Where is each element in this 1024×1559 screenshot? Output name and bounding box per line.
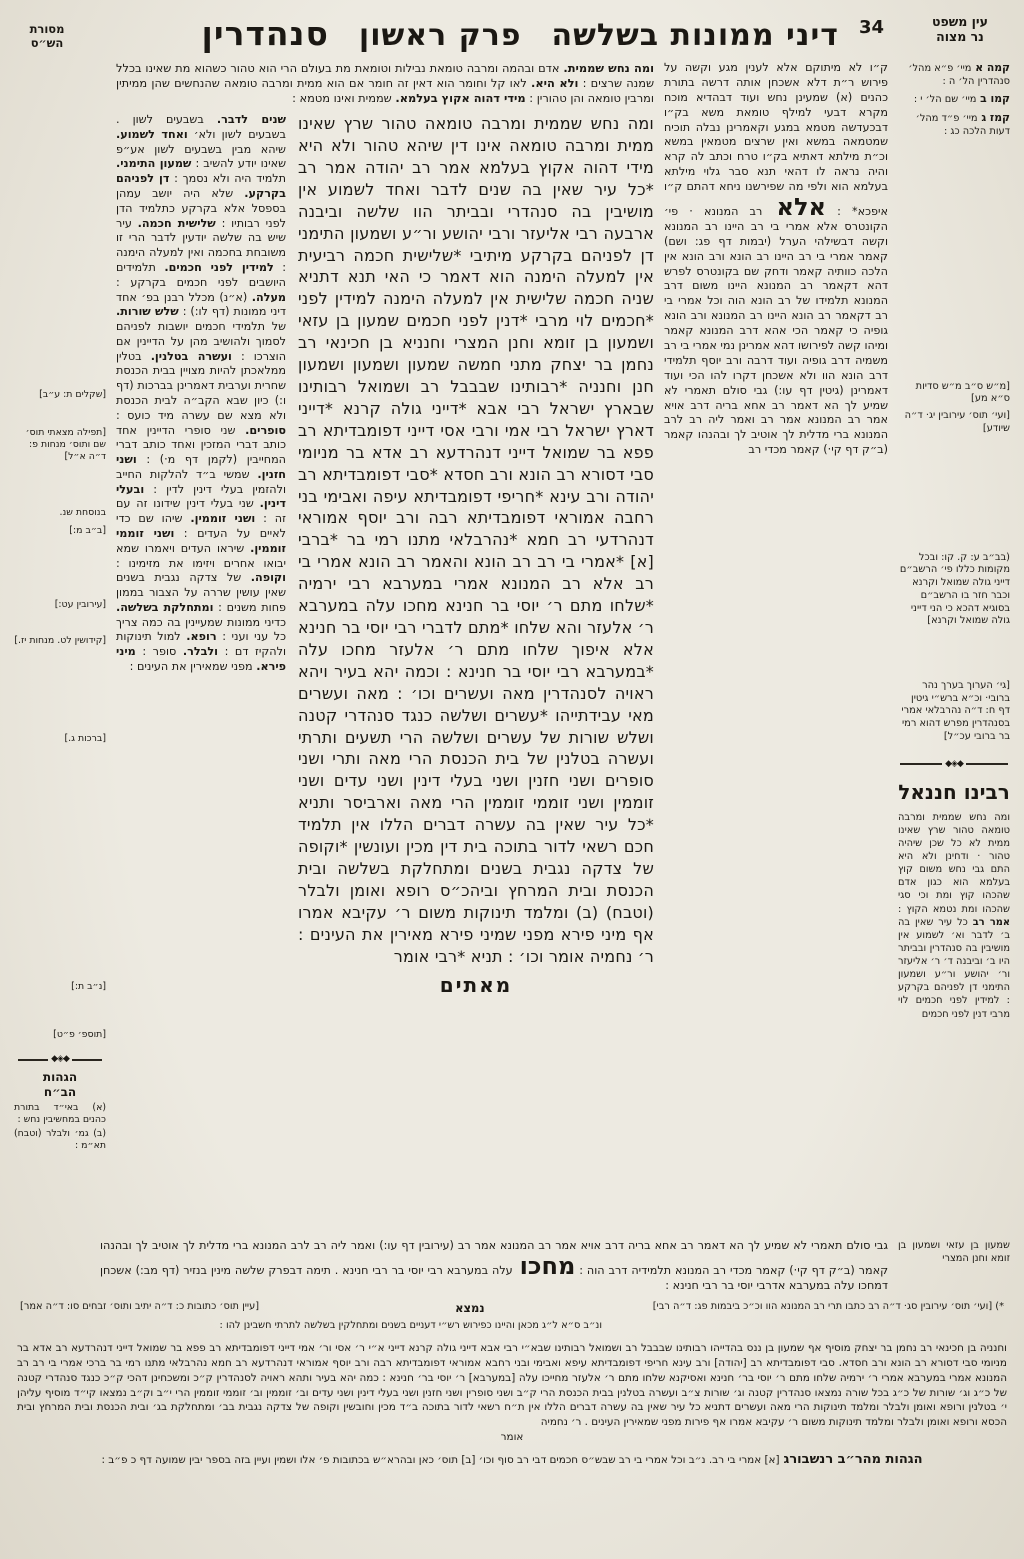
ein-mishpat-header (910, 14, 1010, 44)
masoret-entry: [תוספ׳ פ״ט] (53, 1029, 106, 1041)
center-section (116, 61, 654, 1231)
dibbur-hamatchil: ומה נחש שממית. (563, 61, 654, 75)
margin-note: [גי׳ הערוך בערך נהר ברובי· וכ״א ברש״י גיטין דף ח: ד״ה נהרבלאי אמרי בסנהדרין מפרש דהוא רמי בר ברובי עכ״ל] (901, 680, 1010, 742)
ein-mishpat-entry: קמה א מיי׳ פ״א מהל׳ סנהדרין הל׳ ה : (908, 61, 1010, 87)
dibbur-hamatchil: ולבלר. (182, 645, 219, 659)
rashi-top-block: ומה נחש שממית. אדם ובהמה ומרבה טומאת נבילות וטומאת מת בעולם הרי הוא טהור כשהוא מת שאינו בכלל שמנה שרצים : ולא היא. לאו קל וחומר הוא דאין זה חומר אם הוא ממית ומרבה טומאה שהנחשים שהן ממיתין ומרבין טומאה והן טהורין : מידי דהוה אקוץ בעלמא. שממית ואינו מטמא : (116, 61, 655, 106)
bach-note: (ב) גמ׳ ולבלר (וטבח) תא״מ : (14, 1128, 106, 1152)
gemara-last-word: מאתים (439, 973, 513, 998)
dibbur-hamatchil: שמעון התימני. (116, 157, 192, 171)
catchword: נמצא (455, 1300, 485, 1315)
dibbur-hamatchil: שלש שורות. (116, 305, 179, 319)
dibbur-hamatchil: שלישית חכמה. (137, 216, 216, 230)
ornament-divider (900, 760, 1008, 769)
dibbur-hamatchil: ושני זוממין. (190, 512, 256, 526)
dibbur-hamatchil: סופרים. (245, 423, 286, 437)
masthead (12, 8, 1012, 61)
ein-mishpat-column (898, 61, 1010, 1231)
gemara-column (298, 113, 654, 1000)
chapter-title: דיני ממונות בשלשה (551, 18, 839, 53)
ein-mishpat-header-line1: עין משפט (932, 14, 988, 29)
page-title (202, 14, 839, 53)
rabbeinu-chananel-text: ומה נחש שממית ומרבה טומאה טהור שרץ שאינו ממית לא כל שכן שיהיה טהור · ודחינן ולא היא התם גבי נחש משום קוץ בעלמא הוא כגון אדם שהכהו קוץ ומת וכי סגי שהכהו ומת נטמא הקוץ : אמר רב כל עיר שאין בה ב׳ לדבר וא׳ לשמוע אין מושיבין בה סנהדרין ובביתר היו ב׳ וביבנה ד׳ ר׳ אליעזר ור׳ יהושע ור״ע ושמעון התימני דן לפניהם בקרקע : למידין לפני חכמים לוי מרבי דנין לפני חכמים (898, 811, 1010, 1020)
footnote-row (12, 1301, 1012, 1316)
tosafot-column: ק״ו לא מיתוקם אלא לענין מגע וקשה על פירוש ר״ת דלא אשכחן אותה דרשה בתורת כהנים (א) שמעינן נחש ועוד דבהדיא מוכח מקרא דבעי למילף טומאת משא בק״ו דבכעדשה מטמא במגע וקאמרינן נבלה תוכיח שמטמאה במשא ואין שרצים מטמאין במשא וכ״ת מילתא דאתיא בק״ו טרח וכתב לה קרא והיה נראה לו דהאי תנא סבר גלוי מילתא בעלמא הוא ולפי מה שפירשנו ניחא דהתם ק״ו איפכא* : אלא רב המנונא · פי׳ הקונטרס אלא אמרי בי רב היינו רב המנונא וקשה דבשילהי הערל (יבמות דף פג: ושם) קאמר אמרי בי רב היינו רב הונא ורב הונא אין הלכה כוותיה קאמר ודחק שם בקונטרס לפרש דהא דקאמר רב המנונא היינו משום דרב המנונא תלמידו של רב הונא הוה וכל אמרי בי רב דקאמר רב הונא היינו רב המנונא ורב הונא גופיה כי קאמר הכי אהא דרב המנונא קאמר ומיהו קשה לפירושו דהא אמרינן נמי אמרי בי רב משמיה דרב גופיה ועוד דרבה ורב יוסף תלמידי דרב הונא הוו ולא אשכחן דקרו להו הכי ועוד דאמרינן (גיטין דף עו:) גבי סולם תאמרי לא שמיע לך הא דאמר רב אחא בריה דרב אויא אמר רב המנונא אמר רב ואמר ליה רב לרב המנונא ברי מדלית לך אוטיב לך ובהנהו קאמר (ב״ק דף קי·) קאמר מכדי רב (664, 61, 888, 457)
dibbur-hamatchil: ואחד לשמוע. (116, 127, 188, 141)
dibbur-hamatchil: ומתחלקת בשלשה. (116, 600, 214, 614)
ransburg-label: הגהות מהר״ב רנשבורג (783, 1451, 923, 1467)
masoret-entry: [ב״ב מ:] (69, 525, 106, 537)
dibbur-hamatchil: מחכו (519, 1251, 576, 1280)
rashi-column: שנים לדבר. בשבעים לשון . בשבעים לשון ולא׳ ואחד לשמוע. שיהא מבין בשבעים לשון אע״פ שאינו יודע להשיב : שמעון התימני. תלמיד היה ולא נסמך : דן לפניהם בקרקע. שלא היה יושב עמהן בספסל אלא בקרקע כתלמיד הדן לפני רבותיו : שלישית חכמה. עיר שיש בה שלשה יודעין לדבר הרי זו משובחת בחכמה ואין למעלה הימנה : למידין לפני חכמים. תלמידים היושבים לפני חכמים בקרקע : מעלה. (א״נ) מכלל רבנן בפ׳ אחד דיני ממונות (דף לו:) : שלש שורות. של תלמידי חכמים יושבות לפניהם לסמוך ולהושיב מהן על הדיינין אם הוצרכו : ועשרה בטלנין. בטלין ממלאכתן להיות מצויין בבית הכנסת שחרית וערבית דאמרינן בברכות (דף ו:) כיון שבא הקב״ה לבית הכנסת ולא מצא שם עשרה מיד כועס : סופרים. שני סופרי הדיינין אחד כותב דברי המזכין ואחד כותב דברי המחייבין (לקמן דף מ·) : ושני חזנין. שמשי ב״ד להלקות החייב ולהזמין בעלי דינין לדין : ובעלי דינין. שני בעלי דינין שידונו זה עם זה : ושני זוממין. שיהו שם כדי לאיים על העדים : ושני זוממי זוממין. שיראו העדים ויאמרו שמא יבואו אחרים ויזימו את מזימינו : וקופה. של צדקה נגבית בשנים שאין עושין שררה על הצבור בממון פחות משנים : ומתחלקת בשלשה. כדיני ממונות שמעיינין בה כמה צריך כל עני ועני : רופא. למול תינוקות ולהקיז דם : ולבלר. סופר : מיני פירא. מפני שמאירין את העינים : (116, 113, 287, 674)
left-margin-spacer (14, 1239, 90, 1294)
bach-note: (א) באי״ד בתורת כהנים במחשיבין נחש : (14, 1102, 106, 1126)
dibbur-hamatchil: רופא. (186, 630, 217, 644)
ein-mishpat-entry: קמו ב מיי׳ שם הל׳ י : (913, 92, 1010, 106)
page-number: 34 (858, 17, 884, 38)
dibbur-hamatchil: למידין לפני חכמים. (164, 260, 274, 274)
ransburg-text: [א] אמרי בי רב. נ״ב וכל אמרי בי רב שבש״ס חכמים דבי רב סוף וכו׳ [ב] תוס׳ כאן ובהרא״ש בכתובות פ׳ אלו ושמין ועיין בזה בספר יבין שמועה דף כ פ״ב : (101, 1453, 780, 1466)
masoret-column (14, 61, 106, 1231)
masoret-entry: [עירובין עט:] (54, 599, 106, 611)
masoret-entries (14, 389, 106, 1041)
margin-note: (בב״ב ע: ק. קו: ובכל מקומות כללו פי׳ הרשב״ם דייני גולה שמואל וקרנא וכבר חזר בו הרשב״ם בסוגיא דהכא כי הני דייני גולה שמואל וקרנא] (899, 551, 1010, 627)
tosafot-bottom-block: גבי סולם תאמרי לא שמיע לך הא דאמר רב אחא בריה דרב אויא אמר רב המנונא אמר רב (עירובין דף עו:) ואמר ליה רב לרב המנונא ברי מדלית לך אוטיב לך ובהנהו קאמר (ב״ק דף קי·) קאמר מכדי רב המנונא תלמידיה דרב הוה : מחכו עלה במערבא רבי יוסי בר רבי חנינא . תימה דבפרק שלשה מינין בנזיר (דף מב:) אשכחן דמחכו עלה במערבא אדרבי יוסי בר רבי חנינא : (100, 1239, 889, 1292)
ein-mishpat-header-line2: נר מצוה (936, 29, 984, 44)
dibbur-hamatchil: מידי דהוה אקוץ בעלמא. (395, 91, 526, 106)
ornament-divider-small (18, 1055, 102, 1064)
masoret-entry: [נ״ב ת:] (71, 981, 106, 993)
tractate-title: סנהדרין (201, 14, 329, 53)
margin-note: [מ״ש ס״ב מ״ש סדיות ס״א מע] (915, 380, 1010, 405)
masoret-entry: [קידושין לט. מנחות יז.] (14, 635, 106, 647)
dibbur-hamatchil: אלא (776, 193, 826, 222)
masoret-header-line1: מסורת (29, 22, 65, 36)
ransburg-block (12, 1451, 1012, 1469)
dibbur-hamatchil: מיני פירא. (116, 645, 286, 674)
bach-label-line1: הגהות (42, 1070, 78, 1085)
ein-mishpat-entry: קמז ג מיי׳ פ״ד מהל׳ דעות הלכה כג : (915, 111, 1010, 137)
footnote-left: [עיין תוס׳ כתובות כ: ד״ה יתיב ותוס׳ זבחים סו: ד״ה אמר] (20, 1300, 260, 1312)
perek-title: פרק ראשון (358, 18, 522, 53)
rabbeinu-chananel-heading: רבינו חננאל (898, 779, 1010, 804)
dibbur-hamatchil: ועשרה בטלנין. (150, 349, 232, 363)
dibbur-hamatchil: ובעלי דינין. (116, 482, 286, 511)
ein-mishpat-notes (898, 381, 1010, 744)
dibbur-hamatchil: ולא היא. (531, 76, 579, 91)
bach-notes (14, 1102, 106, 1152)
diamond-ornament-icon: ◆◈◆ (945, 758, 963, 769)
bach-label (14, 1070, 106, 1099)
dibbur-hamatchil: ושני זוממי זוממין. (116, 527, 286, 555)
rabbeinu-chananel-tail: שמעון בן עזאי ושמעון בן זומא וחנן המצרי (898, 1240, 1010, 1265)
dibbur-hamatchil: דן לפניהם בקרקע. (116, 172, 286, 201)
diamond-ornament-icon: ◆◈◆ (51, 1054, 69, 1065)
rabbeinu-chananel-bottom: וחנניה בן חכינאי רב נחמן בר יצחק מוסיף אף שמעון בן ננס בהדייהו רבותינו שבבבל רב ושמואל רבותינו שבא״י רבי אבא דייני גולה קרנא דייני א״י ר׳ אסי ור׳ אמי דייני דפומבדיתא רב פפא בר שמואל דייני דנהרדעא רב אדא בר מניומי סבי דסורא רב הונא ורב חסדא. סבי דפומבדיתא רב [יהודה] ורב עינא חריפי דפומבדיתא עיפא ואבימי ובני רחבא אמוראי דפומבדיתא רבה ורב יוסף אמוראי דנהרדעא רב חמא נהרבלאי מתנו רמי בר ברכי אמרי בי רב רב המנונא אמרי במערבא אמרי ר׳ ירמיה שלחו מתם ר׳ יוסי בר׳ חנינא ואסיקנא שלחו מתם ר׳ אלעזר מחייכו עלה [במערבא] ר׳ יוסי בר׳ חנינא : כמה יהא בעיר ותהא ראויה לסנהדרין ק״כ ומשכחינן דהכי ק״כ כנגד סנהדרי קטנה של כ״ג וג׳ שורות של כ״ג בכל שורה נמצאו סנהדרין קטנה וג׳ שורות צ״ב ועשרה בטלנין בבית הכנסת הרי ק״ב ושני סופרין ושני חזנין ושני בעלי דינין ושני עדים וב׳ זוממין וב׳ זוממי זוממין הרי י״ב וק״ב נמצאו קי״ד מוסיף עליהן י׳ בטלנין ורופא ואומן ולבלר ומלמד תינוקות הרי מאה ועשרים דתניא כל עיר שאין בה עשרה דברים הללו אין ת״ח רשאי לדור בתוכה ב״ד מכין וחובשין וקופה של צדקה נגבית בב׳ ומתחלקת בג׳ ובית הכנסת ובית המרחץ ובית הכסא ורופא ואומן ולבלר ומלמד תינוקות משום ר׳ עקיבא אמרו אף פירות מפני שמאירין העינים . ר׳ נחמיה (17, 1342, 1007, 1429)
ein-mishpat-entries (898, 61, 1010, 139)
bach-label-line2: הב״ח (43, 1084, 77, 1099)
rabbeinu-chananel-bottom-last-word: אומר (500, 1430, 524, 1443)
masoret-entry: [תפילה מצאתי תוס׳ שם ותוס׳ מנחות פ: ד״ה א״ל] (25, 427, 106, 463)
dibbur-hamatchil: ושני חזנין. (116, 453, 286, 481)
bottom-commentary-row (12, 1239, 1012, 1294)
main-columns (12, 61, 1012, 1231)
dibbur-hamatchil: וקופה. (250, 571, 286, 585)
dibbur-hamatchil: אמר רב (972, 916, 1010, 928)
masoret-entry: [שקלים ת: ע״ב] (39, 389, 106, 400)
masoret-entry: בנוסחת שנ. (59, 507, 106, 519)
dibbur-hamatchil: מעלה. (251, 290, 286, 304)
gemara-rashi-row (116, 113, 654, 1000)
dibbur-hamatchil: שנים לדבר. (216, 113, 287, 127)
masoret-header (14, 22, 80, 51)
gemara-text: ומה נחש שממית ומרבה טומאה טהור שרץ שאינו ממית ומרבה טומאה אינו דין שיהא טהור ולא היא מידי דהוה אקוץ בעלמא אמר רב יהודה אמר רב *כל עיר שאין בה שנים לדבר ואחד לשמוע אין מושיבין בה סנהדרי ובביתר הוו שלשה וביבנה ארבעה רבי אליעזר ורבי יהושע ור״ע ושמעון התימני דן לפניהם בקרקע מיתיבי *שלישית חכמה רביעית אין למעלה הימנה הוא דאמר כי האי תנא דתניא שניה חכמה שלישית אין למעלה הימנה למידין לפני *חכמים לוי מרבי *דנין לפני חכמים שמעון בן עזאי ושמעון בן זומא וחנן המצרי וחנניא בן חכינאי רב נחמן בר יצחק מתני חמשה שמעון ושמעון ושמעון חנן וחנניה *רבותינו שבבבל רב ושמואל רבותינו שבארץ ישראל רבי אבא *דייני גולה קרנא *דייני דארץ ישראל רבי אמי ורבי אסי דייני דפומבדיתא רב פפא בר שמואל דייני דנהרדעא רב אדא בר מניומי סבי דסורא רב הונא ורב חסדא *סבי דפומבדיתא רב יהודה ורב עינא *חריפי דפומבדיתא עיפה ואבימי בני רחבה אמוראי דפומבדיתא רבה ורב יוסף אמוראי דנהרדעי רב חמא *נהרבלאי מתנו רמי בר *ברבי [א] *אמרי בי רב רב הונא והאמר רב הונא אמרי בי רב אלא רב המנונא אמרי במערבא רבי ירמיה *שלחו מתם ר׳ יוסי בר חנינא מחכו עלה במערבא ר׳ אלעזר והא שלחו *מתם לדברי רבי יוסי בר חנינא אלא איפוך שלחו מתם ר׳ אלעזר מחכו עלה *במערבא רבי יוסי בר חנינא : וכמה יהא בעיר ויהא ראויה לסנהדרין מאה ועשרים וכו׳ : מאה ועשרים מאי עבידתייהו *עשרים ושלשה כנגד סנהדרי קטנה ושלש שורות של עשרים ושלשה הרי תשעים ותרתי ועשרה בטלנין של בית הכנסת הרי מאה ותרי ושני סופרים ושני חזנין ושני בעלי דינין ושני עדים ושני זוממין ושני זוממי זוממין הרי מאה וארביסר ותניא *כל עיר שאין בה עשרה דברים הללו אין תלמיד חכם רשאי לדור בתוכה בית דין מכין ועונשין *וקופה של צדקה נגבית בשנים ומתחלקת בשלשה ובית הכנסת ובית המרחץ וביהכ״ס רופא ואומן ולבלר (וטבח) (ב) ומלמד תינוקות משום ר׳ עקיבא אמרו אף מיני פירא מפני שמיני פירא מאירין את העינים : ר׳ נחמיה אומר וכו׳ : תניא *רבי אומר (298, 114, 654, 966)
footnote-right: *) [ועי׳ תוס׳ עירובין סג· ד״ה רב כתבו תרי רב המנונא הוו וכ״כ ביבמות פג: ד״ה רבי] (652, 1300, 1004, 1312)
masoret-entry: [ברכות ג.] (64, 733, 106, 745)
masoret-header-line2: הש״ס (30, 36, 64, 51)
bach-wide-note: ונ״ב ס״א ל״ג מכאן והיינו כפירוש רש״י דעניים בשנים ומתחלקין בשלשה לתרתי חשבינן להו : (219, 1319, 602, 1331)
margin-note: [ועי׳ תוס׳ עירובין יג· ד״ה שיודע] (904, 410, 1010, 434)
